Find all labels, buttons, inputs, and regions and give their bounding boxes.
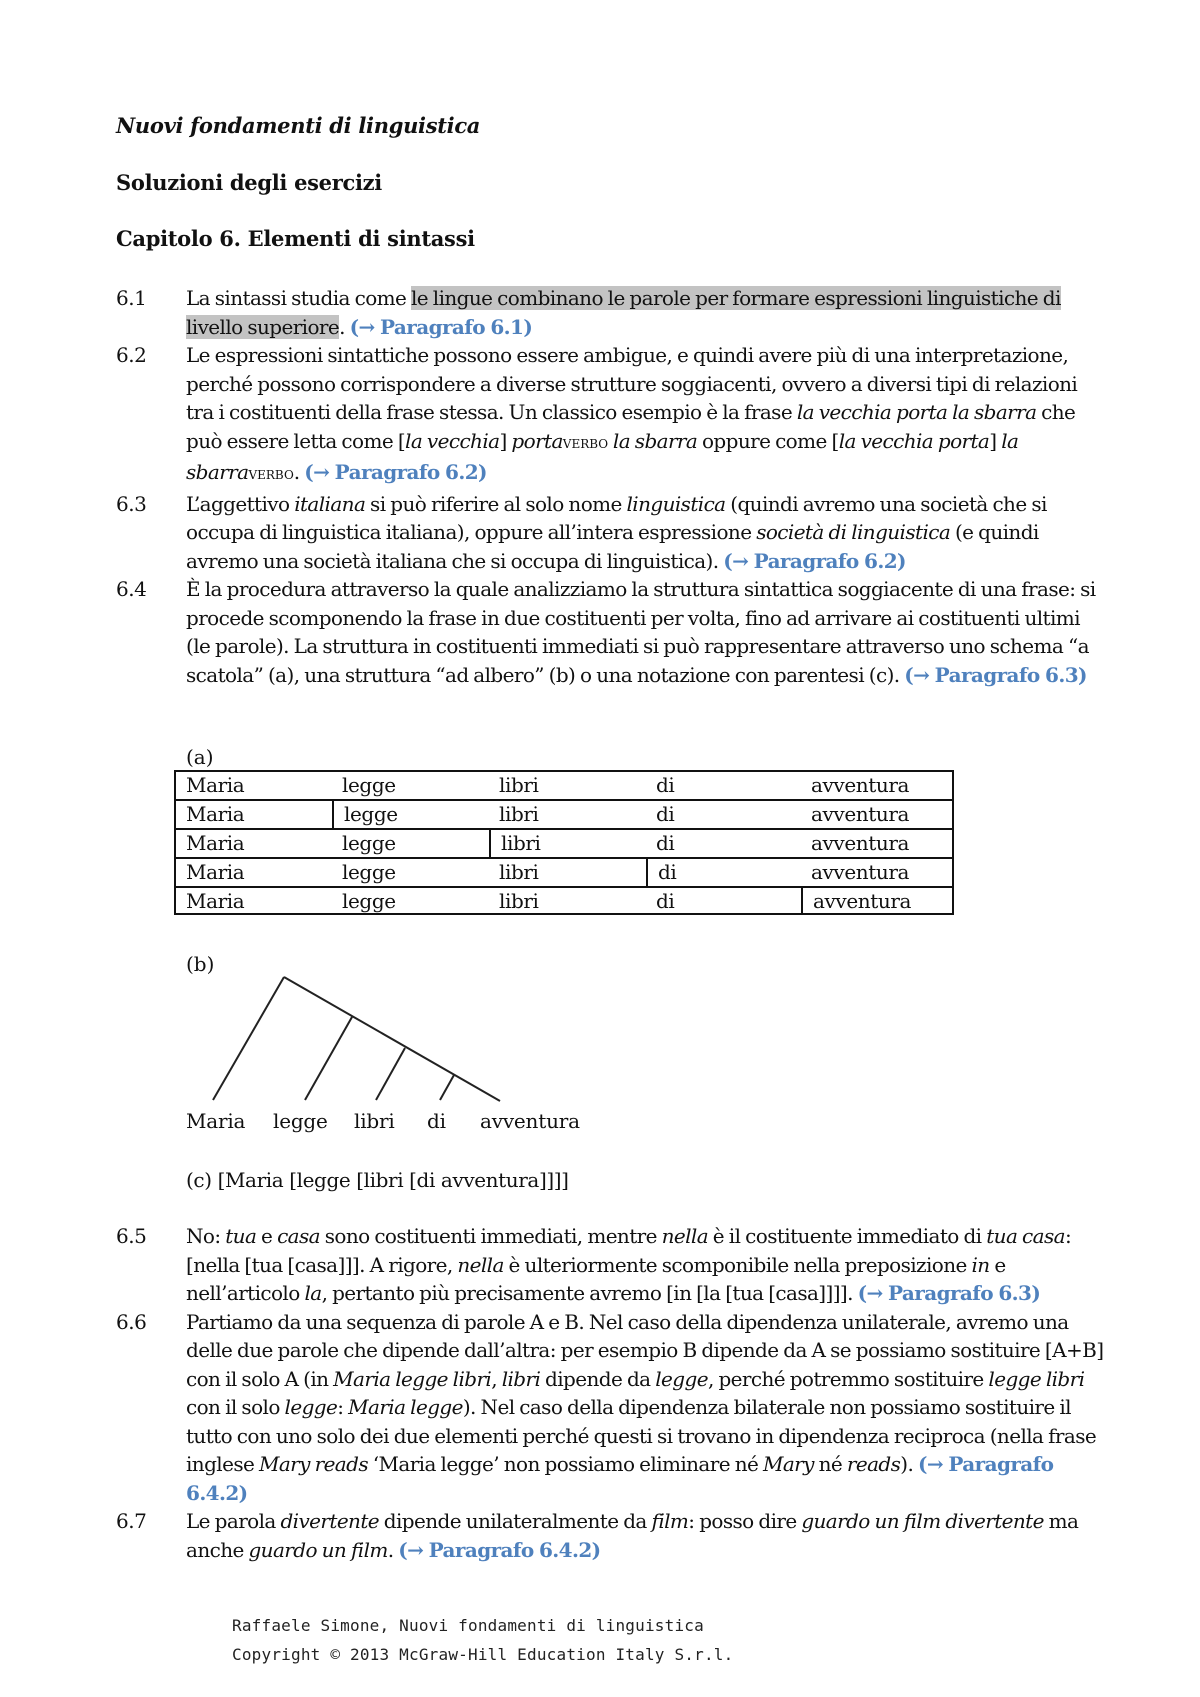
- italic-example: legge: [655, 1366, 708, 1391]
- solution-item-6-4: [116, 575, 1116, 689]
- box-diagram-cell: avventura: [811, 860, 910, 884]
- item-text: [186, 284, 1106, 341]
- text-span: .: [339, 314, 350, 339]
- text-span: , pertanto più precisamente avremo [in [la [tua [casa]]]].: [321, 1281, 858, 1305]
- text-span: è ulteriormente scomponibile nella preposizione: [503, 1252, 972, 1277]
- subscript-label: VERBO: [248, 468, 294, 482]
- box-diagram-row: [174, 799, 954, 828]
- box-diagram-cell: legge: [342, 860, 396, 884]
- tree-leaf-word: legge: [273, 1109, 328, 1133]
- text-span: ]: [989, 428, 1002, 453]
- text-span: ). Nel caso della dipendenza bilaterale non possiamo sostituire il tutto con uno solo dei due elementi perché questi si trovano in dipendenza reciproca (nella frase inglese: [186, 1395, 1097, 1476]
- text-span: .: [293, 460, 305, 484]
- page-footer: [232, 1611, 733, 1669]
- tree-branch-main: [284, 977, 500, 1101]
- box-diagram: [174, 770, 954, 915]
- tree-branch-root-maria: [213, 977, 284, 1100]
- item-number: 6.3: [116, 491, 147, 516]
- box-diagram-cell: legge: [342, 831, 396, 855]
- tree-branch-libri: [376, 1048, 405, 1100]
- box-diagram-cell: libri: [499, 802, 539, 826]
- tree-branch-legge: [305, 1017, 352, 1100]
- solution-item-6-6: [116, 1308, 1116, 1508]
- item-text: [186, 341, 1106, 490]
- box-diagram-cell: avventura: [811, 831, 910, 855]
- bracket-notation: (c) [Maria [legge [libri [di avventura]]]]: [186, 1168, 569, 1192]
- tree-branch-di: [440, 1075, 454, 1100]
- text-span: ‘Maria legge’ non possiamo eliminare né: [368, 1452, 763, 1476]
- text-span: È la procedura attraverso la quale analizziamo la struttura sintattica soggiacente di una frase: si procede scomponendo la frase in due costituenti per volta, fino ad arrivare ai costituenti ultimi (le parole). La struttura in costituenti immediati si può rappresentare attraverso uno schema “a scatola” (a), una struttura “ad albero” (b) o una notazione con parentesi (c).: [186, 577, 1096, 687]
- box-diagram-cell: di: [656, 773, 675, 797]
- text-span: ).: [900, 1452, 919, 1476]
- box-diagram-row: [174, 770, 954, 799]
- text-span: : posso dire: [688, 1509, 802, 1533]
- box-diagram-cell: Maria: [186, 802, 245, 826]
- italic-example: casa: [277, 1224, 320, 1248]
- item-text: [186, 490, 1106, 576]
- item-text: [186, 1507, 1106, 1564]
- paragraph-reference-link[interactable]: (→ Paragrafo 6.1): [349, 314, 533, 339]
- text-span: Le espressioni sintattiche possono essere ambigue, e quindi avere più di una interpretazione, perché possono corrispondere a diverse strutture soggiacenti, ovvero a diversi tipi di relazioni tra i costituenti della frase stessa. Un classico esempio è la frase: [186, 343, 1078, 424]
- item-text: [186, 1222, 1106, 1308]
- tree-leaf-word: di: [427, 1109, 446, 1133]
- solutions-list-part1: [116, 284, 1116, 689]
- tree-leaf-word: libri: [354, 1109, 395, 1133]
- figure-b-label: (b): [186, 952, 215, 976]
- paragraph-reference-link[interactable]: (→ Paragrafo 6.4.2): [398, 1537, 601, 1562]
- text-span: dipende da: [540, 1366, 656, 1391]
- italic-example: tua: [225, 1224, 257, 1248]
- italic-example: Maria legge: [348, 1395, 463, 1419]
- text-span: Partiamo da una sequenza di parole A e B. Nel caso della dipendenza unilaterale, avremo una delle due parole che dipende dall’altra: per esempio B dipende da A se possiamo sostituire [A+B] con il solo A (in: [186, 1309, 1104, 1391]
- text-span: (e quindi avremo una società italiana che si occupa di linguistica).: [186, 520, 1039, 573]
- italic-example: guardo un film divertente: [801, 1509, 1044, 1533]
- paragraph-reference-link[interactable]: (→ Paragrafo 6.2): [304, 460, 487, 484]
- footer-author-line: Raffaele Simone, Nuovi fondamenti di linguistica: [232, 1616, 704, 1635]
- italic-example: divertente: [280, 1509, 380, 1533]
- paragraph-reference-link[interactable]: (→ Paragrafo 6.3): [904, 662, 1087, 687]
- chapter-heading: Capitolo 6. Elementi di sintassi: [116, 226, 475, 251]
- text-span: con il solo: [186, 1395, 285, 1419]
- italic-example: linguistica: [626, 491, 726, 516]
- italic-example: la sbarra: [186, 428, 1019, 484]
- box-diagram-cell: di: [646, 859, 801, 886]
- box-diagram-cell: avventura: [811, 802, 910, 826]
- box-diagram-cell: libri: [499, 889, 539, 913]
- tree-leaf-word: Maria: [186, 1109, 246, 1133]
- text-span: No:: [186, 1224, 226, 1248]
- text-span: ,: [491, 1366, 502, 1391]
- subscript-label: VERBO: [562, 436, 609, 451]
- italic-example: Mary reads: [258, 1452, 368, 1476]
- solutions-list-part2: [116, 1222, 1116, 1564]
- italic-example: la vecchia porta la sbarra: [796, 400, 1037, 424]
- text-span: oppure come [: [697, 428, 839, 453]
- solution-item-6-3: [116, 490, 1116, 576]
- figure-a-label: (a): [186, 745, 214, 769]
- text-span: è il costituente immediato di: [708, 1224, 987, 1248]
- italic-example: Mary: [762, 1452, 814, 1476]
- text-span: L’aggettivo: [186, 491, 295, 516]
- italic-example: legge: [284, 1395, 338, 1419]
- box-diagram-cell: Maria: [186, 889, 245, 913]
- italic-example: nella: [661, 1224, 709, 1248]
- box-diagram-cell: libri: [499, 860, 539, 884]
- item-number: 6.6: [116, 1309, 147, 1334]
- italic-example: la vecchia porta: [838, 428, 990, 453]
- item-number: 6.5: [116, 1224, 147, 1248]
- item-number: 6.7: [116, 1509, 147, 1533]
- item-number: 6.2: [116, 343, 147, 367]
- box-diagram-cell: avventura: [801, 888, 952, 913]
- italic-example: la: [304, 1281, 322, 1305]
- box-diagram-row: [174, 828, 954, 857]
- solution-item-6-7: [116, 1507, 1116, 1564]
- text-span: Le parola: [186, 1509, 281, 1533]
- italic-example: film: [651, 1509, 689, 1533]
- text-span: dipende unilateralmente da: [379, 1509, 652, 1533]
- text-span: : [nella [tua [casa]]]. A rigore,: [186, 1224, 1072, 1277]
- text-span: e: [256, 1224, 278, 1248]
- italic-example: guardo un film: [248, 1537, 388, 1562]
- box-diagram-row: [174, 857, 954, 886]
- text-span: .: [387, 1537, 399, 1562]
- italic-example: legge libri: [988, 1366, 1085, 1391]
- text-span: si può riferire al solo nome: [365, 491, 627, 516]
- text-span: (quindi avremo una società che si occupa di linguistica italiana), oppure all’intera espressione: [186, 491, 1047, 544]
- italic-example: Maria legge libri: [333, 1366, 492, 1391]
- text-span: né: [813, 1452, 847, 1476]
- solution-item-6-1: [116, 284, 1116, 341]
- box-diagram-cell: legge: [342, 889, 396, 913]
- box-diagram-cell: di: [656, 831, 675, 855]
- italic-example: nella: [457, 1252, 504, 1277]
- text-span: che può essere letta come [: [186, 400, 1076, 453]
- box-diagram-row: [174, 886, 954, 915]
- italic-example: in: [971, 1252, 990, 1277]
- italic-example: la sbarra: [612, 428, 698, 453]
- text-span: La sintassi studia come: [186, 286, 412, 310]
- text-span: ma anche: [186, 1509, 1079, 1562]
- paragraph-reference-link[interactable]: (→ Paragrafo 6.4.2): [186, 1452, 1054, 1505]
- highlighted-text[interactable]: le lingue combinano le parole per formare espressioni linguistiche di livello superiore: [186, 286, 1061, 339]
- italic-example: la vecchia: [405, 428, 500, 453]
- box-diagram-cell: libri: [499, 773, 539, 797]
- tree-leaf-word: avventura: [480, 1109, 580, 1133]
- italic-example: reads: [846, 1452, 901, 1476]
- item-text: [186, 575, 1106, 689]
- text-span: , perché potremmo sostituire: [707, 1366, 989, 1391]
- italic-example: porta: [511, 428, 563, 453]
- box-diagram-cell: legge: [342, 773, 396, 797]
- italic-example: società di linguistica: [756, 520, 951, 544]
- box-diagram-cell: Maria: [186, 860, 245, 884]
- box-diagram-cell: libri: [489, 830, 646, 857]
- text-span: e nell’articolo: [186, 1252, 1006, 1305]
- paragraph-reference-link[interactable]: (→ Paragrafo 6.2): [723, 548, 906, 573]
- text-span: ]: [499, 428, 512, 453]
- item-number: 6.1: [116, 286, 147, 310]
- box-diagram-cell: Maria: [186, 831, 245, 855]
- box-diagram-cell: avventura: [811, 773, 910, 797]
- solution-item-6-5: [116, 1222, 1116, 1308]
- item-text: [186, 1308, 1106, 1508]
- text-span: :: [337, 1395, 349, 1419]
- box-diagram-cell: di: [656, 802, 675, 826]
- solution-item-6-2: [116, 341, 1116, 490]
- document-subtitle: Soluzioni degli esercizi: [116, 170, 382, 195]
- paragraph-reference-link[interactable]: (→ Paragrafo 6.3): [857, 1281, 1041, 1305]
- box-diagram-cell: Maria: [186, 773, 245, 797]
- box-diagram-cell: di: [656, 889, 675, 913]
- text-span: sono costituenti immediati, mentre: [319, 1224, 662, 1248]
- italic-example: italiana: [294, 491, 366, 516]
- book-title: Nuovi fondamenti di linguistica: [116, 113, 481, 138]
- italic-example: tua casa: [986, 1224, 1065, 1248]
- box-diagram-cell: legge: [332, 801, 489, 828]
- italic-example: libri: [501, 1366, 541, 1391]
- footer-copyright-line: Copyright © 2013 McGraw-Hill Education Italy S.r.l.: [232, 1645, 734, 1664]
- item-number: 6.4: [116, 577, 147, 601]
